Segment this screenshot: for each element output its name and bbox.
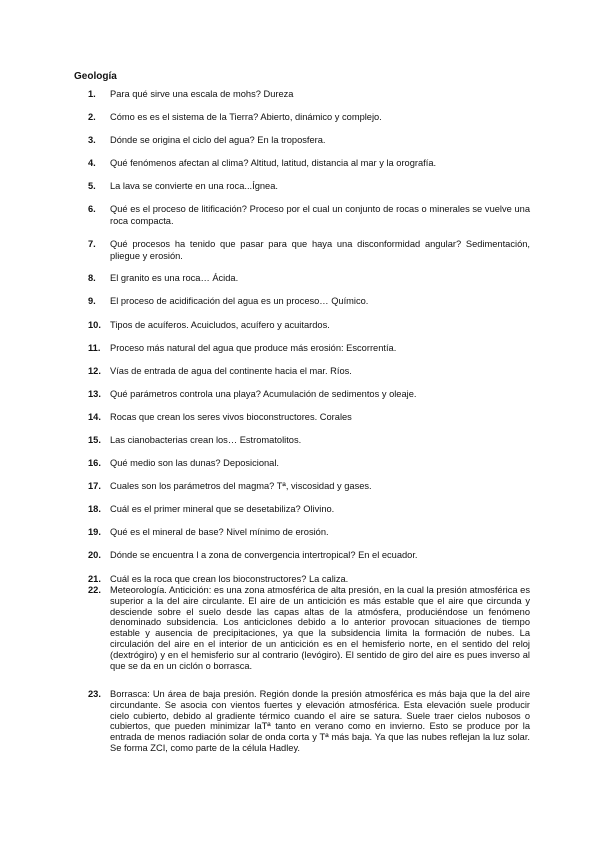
- question-text: Meteorología. Anticición: es una zona atmosférica de alta presión, en la cual la presión atmosférica es superior a la del aire circulante. El aire de un anticición es más estable que el aire que circunda y desciende sobre el suelo desde las capas altas de la atmósfera, produciéndose un fenómeno denominado subsidencia. Los anticiclones debido a lo anterior provocan situaciones de tiempo estable y ausencia de precipitaciones, ya que la subsidencia limita la formación de nubes. La circulación del aire en el interior de un anticición es en el hemisferio norte, en el sentido del reloj (dextrógiro) y en el hemisferio sur al contrario (levógiro). El sentido de giro del aire es pues inverso al que se da en un ciclón o borrasca.: [110, 585, 530, 671]
- question-number: 23.: [88, 689, 101, 699]
- question-number: 10.: [88, 320, 101, 330]
- question-number: 3.: [88, 135, 96, 145]
- question-text: Cómo es es el sistema de la Tierra? Abierto, dinámico y complejo.: [110, 112, 382, 122]
- document-title: Geología: [74, 71, 117, 82]
- question-number: 1.: [88, 89, 96, 99]
- question-text: Dónde se encuentra l a zona de convergencia intertropical? En el ecuador.: [110, 550, 418, 560]
- question-text: Para qué sirve una escala de mohs? Dureza: [110, 89, 294, 99]
- question-text: Borrasca: Un área de baja presión. Región donde la presión atmosférica es más baja que la del aire circundante. Se asocia con vientos fuertes y elevación atmosférica. Esta elevación suele producir cielo cubierto, debido al gradiente térmico cuando el aire se satura. Suele traer cielos nubosos o cubiertos, que pueden minimizar laTª tanto en verano como en invierno. Esto se produce por la entrada de menos radiación solar de onda corta y Tª más baja. Ya que las nubes reflejan la luz solar. Se forma ZCI, como parte de la célula Hadley.: [110, 689, 530, 753]
- question-number: 21.: [88, 574, 101, 584]
- question-text: Las cianobacterias crean los… Estromatolitos.: [110, 435, 302, 445]
- question-text: Qué medio son las dunas? Deposicional.: [110, 458, 279, 468]
- question-number: 19.: [88, 527, 101, 537]
- question-text: La lava se convierte en una roca...Ígnea.: [110, 181, 278, 191]
- question-text: Tipos de acuíferos. Acuicludos, acuífero y acuitardos.: [110, 320, 330, 330]
- question-text: Cuales son los parámetros del magma? Tª, viscosidad y gases.: [110, 481, 372, 491]
- question-text: Cuál es el primer mineral que se desetabiliza? Olivino.: [110, 504, 335, 514]
- question-text: El granito es una roca… Ácida.: [110, 273, 239, 283]
- question-number: 18.: [88, 504, 101, 514]
- question-number: 20.: [88, 550, 101, 560]
- question-text: Vías de entrada de agua del continente hacia el mar. Ríos.: [110, 366, 352, 376]
- question-number: 14.: [88, 412, 101, 422]
- question-number: 6.: [88, 204, 96, 214]
- question-text: Qué es el mineral de base? Nivel mínimo de erosión.: [110, 527, 329, 537]
- question-number: 8.: [88, 273, 96, 283]
- question-number: 5.: [88, 181, 96, 191]
- question-text: El proceso de acidificación del agua es un proceso… Químico.: [110, 296, 369, 306]
- question-number: 7.: [88, 239, 96, 249]
- question-text: Cuál es la roca que crean los bioconstructores? La caliza.: [110, 574, 349, 584]
- question-text: Qué fenómenos afectan al clima? Altitud, latitud, distancia al mar y la orografía.: [110, 158, 437, 168]
- question-text: Qué es el proceso de litificación? Proceso por el cual un conjunto de rocas o minerales se vuelve una roca compacta.: [110, 204, 530, 226]
- question-number: 13.: [88, 389, 101, 399]
- question-number: 9.: [88, 296, 96, 306]
- question-number: 4.: [88, 158, 96, 168]
- question-text: Dónde se origina el ciclo del agua? En la troposfera.: [110, 135, 326, 145]
- question-text: Proceso más natural del agua que produce más erosión: Escorrentía.: [110, 343, 397, 353]
- question-number: 22.: [88, 585, 101, 595]
- question-text: Qué parámetros controla una playa? Acumulación de sedimentos y oleaje.: [110, 389, 417, 399]
- question-text: Qué procesos ha tenido que pasar para que haya una disconformidad angular? Sedimentación, pliegue y erosión.: [110, 239, 530, 261]
- question-number: 2.: [88, 112, 96, 122]
- question-number: 12.: [88, 366, 101, 376]
- question-number: 16.: [88, 458, 101, 468]
- question-number: 15.: [88, 435, 101, 445]
- question-number: 11.: [88, 343, 101, 353]
- question-number: 17.: [88, 481, 101, 491]
- question-text: Rocas que crean los seres vivos bioconstructores. Corales: [110, 412, 352, 422]
